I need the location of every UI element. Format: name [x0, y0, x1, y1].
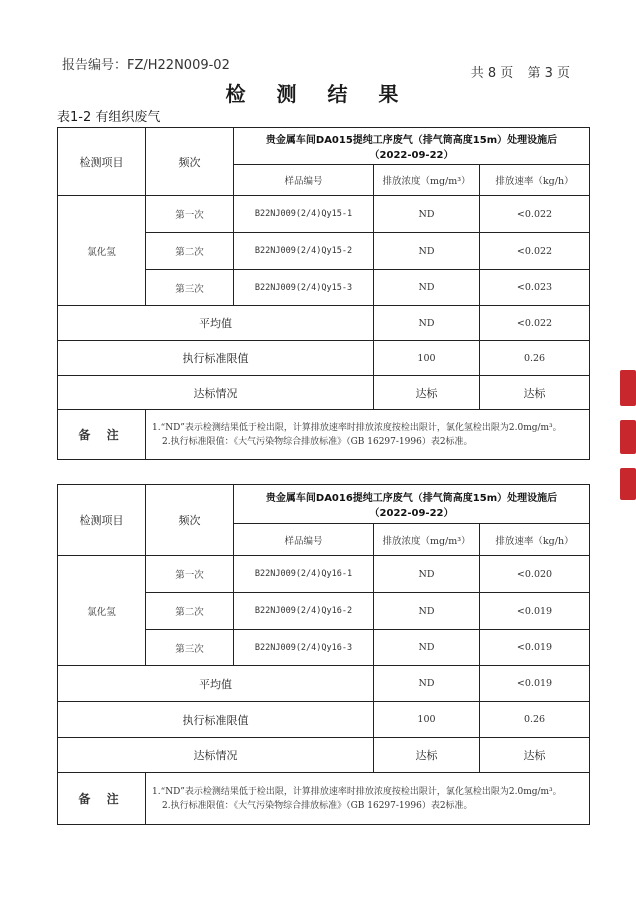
- note-line-1: 1.“ND”表示检测结果低于检出限，计算排放速率时排放浓度按检出限计，氯化氢检出限为2.0mg/m³。: [152, 422, 562, 433]
- limit-label: 执行标准限值: [58, 341, 374, 376]
- limit-conc: 100: [374, 702, 480, 738]
- notes-content: [146, 773, 590, 825]
- compliance-conc: 达标: [374, 738, 480, 773]
- freq-cell: 第三次: [146, 630, 234, 666]
- compliance-rate: 达标: [480, 738, 590, 773]
- note-line-2: 2.执行标准限值：《大气污染物综合排放标准》（GB 16297-1996）表2标准。: [162, 436, 473, 447]
- rate-cell: <0.023: [480, 270, 590, 306]
- facility-name: 贵金属车间DA015提纯工序废气（排气筒高度15m）处理设施后: [265, 135, 558, 146]
- sample-id-cell: B22NJ009(2/4)Qy15-1: [234, 196, 374, 233]
- limit-rate: 0.26: [480, 702, 590, 738]
- notes-content: [146, 410, 590, 460]
- conc-cell: ND: [374, 270, 480, 306]
- facility-name: 贵金属车间DA016提纯工序废气（排气筒高度15m）处理设施后: [265, 493, 558, 504]
- average-label: 平均值: [58, 306, 374, 341]
- average-conc: ND: [374, 306, 480, 341]
- freq-cell: 第三次: [146, 270, 234, 306]
- rate-cell: <0.019: [480, 630, 590, 666]
- freq-cell: 第二次: [146, 233, 234, 270]
- item-name: 氯化氢: [58, 556, 146, 666]
- freq-cell: 第一次: [146, 556, 234, 593]
- results-table-2: [57, 484, 590, 825]
- rate-cell: <0.020: [480, 556, 590, 593]
- col-header-item: 检测项目: [58, 485, 146, 556]
- current-page: 第 3 页: [527, 66, 570, 81]
- compliance-label: 达标情况: [58, 738, 374, 773]
- average-label: 平均值: [58, 666, 374, 702]
- average-rate: <0.022: [480, 306, 590, 341]
- sampling-date: （2022-09-22）: [369, 508, 454, 519]
- page-title: 检 测 结 果: [225, 82, 411, 106]
- facility-header: [234, 128, 590, 165]
- col-header-rate: 排放速率（kg/h）: [480, 524, 590, 556]
- rate-cell: <0.022: [480, 196, 590, 233]
- compliance-label: 达标情况: [58, 376, 374, 410]
- sample-id-cell: B22NJ009(2/4)Qy16-2: [234, 593, 374, 630]
- report-number: 报告编号：FZ/H22N009-02: [62, 58, 230, 73]
- limit-rate: 0.26: [480, 341, 590, 376]
- sample-id-cell: B22NJ009(2/4)Qy16-3: [234, 630, 374, 666]
- conc-cell: ND: [374, 196, 480, 233]
- limit-label: 执行标准限值: [58, 702, 374, 738]
- results-table-1: [57, 127, 590, 460]
- notes-label: 备 注: [58, 773, 146, 825]
- limit-conc: 100: [374, 341, 480, 376]
- rate-cell: <0.022: [480, 233, 590, 270]
- average-rate: <0.019: [480, 666, 590, 702]
- col-header-frequency: 频次: [146, 128, 234, 196]
- conc-cell: ND: [374, 233, 480, 270]
- table-caption: 表1-2 有组织废气: [57, 110, 161, 125]
- col-header-sample: 样品编号: [234, 165, 374, 196]
- total-pages: 共 8 页: [470, 66, 514, 81]
- col-header-concentration: 排放浓度（mg/m³）: [374, 524, 480, 556]
- conc-cell: ND: [374, 630, 480, 666]
- note-line-2: 2.执行标准限值：《大气污染物综合排放标准》（GB 16297-1996）表2标准。: [162, 800, 473, 811]
- compliance-rate: 达标: [480, 376, 590, 410]
- conc-cell: ND: [374, 593, 480, 630]
- sample-id-cell: B22NJ009(2/4)Qy15-2: [234, 233, 374, 270]
- col-header-rate: 排放速率（kg/h）: [480, 165, 590, 196]
- freq-cell: 第一次: [146, 196, 234, 233]
- conc-cell: ND: [374, 556, 480, 593]
- col-header-frequency: 频次: [146, 485, 234, 556]
- note-line-1: 1.“ND”表示检测结果低于检出限，计算排放速率时排放浓度按检出限计，氯化氢检出限为2.0mg/m³。: [152, 786, 562, 797]
- average-conc: ND: [374, 666, 480, 702]
- freq-cell: 第二次: [146, 593, 234, 630]
- facility-header: [234, 485, 590, 524]
- col-header-item: 检测项目: [58, 128, 146, 196]
- sample-id-cell: B22NJ009(2/4)Qy15-3: [234, 270, 374, 306]
- seal-stamp-fragment: [616, 370, 636, 510]
- col-header-concentration: 排放浓度（mg/m³）: [374, 165, 480, 196]
- rate-cell: <0.019: [480, 593, 590, 630]
- col-header-sample: 样品编号: [234, 524, 374, 556]
- notes-label: 备 注: [58, 410, 146, 460]
- sampling-date: （2022-09-22）: [369, 150, 454, 161]
- item-name: 氯化氢: [58, 196, 146, 306]
- sample-id-cell: B22NJ009(2/4)Qy16-1: [234, 556, 374, 593]
- compliance-conc: 达标: [374, 376, 480, 410]
